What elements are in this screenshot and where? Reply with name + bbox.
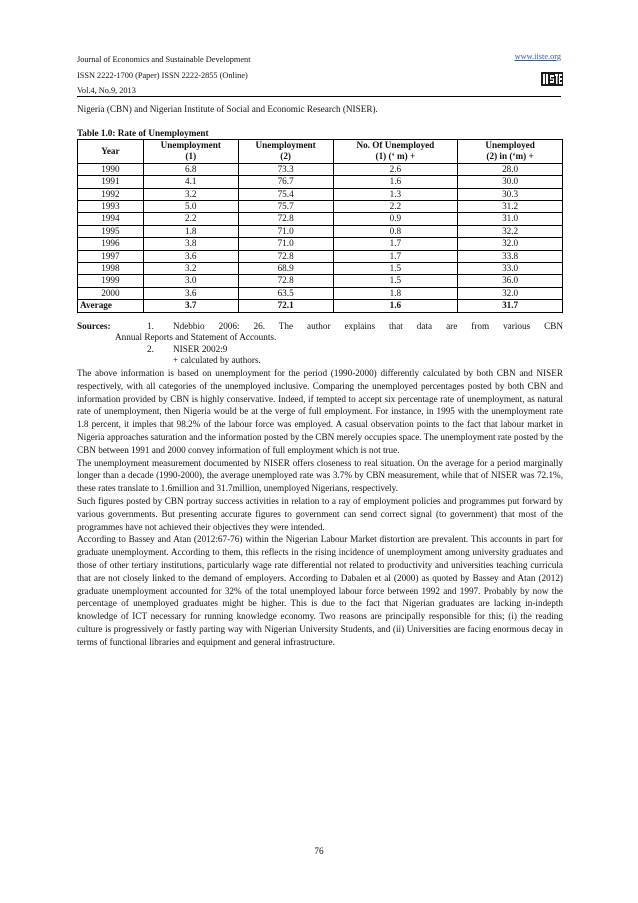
table-title: Table 1.0: Rate of Unemployment: [77, 128, 209, 138]
table-row: 1991 4.1 76.7 1.6 30.0: [78, 176, 563, 188]
column-header: No. Of Unemployed (1) (‘ m) +: [333, 140, 458, 164]
unemployment-table: [77, 139, 563, 313]
iiste-logo: [541, 70, 563, 88]
source-text: Ndebbio 2006: 26. The author explains that data are from various CBN: [173, 321, 563, 331]
paragraph: Such figures posted by CBN portray success activities in relation to a ray of employment policies and programmes put forward by various governments. But presenting accurate figures to government can send correct signal (to government) that most of the programmes have not achieved their objectives they were intended.: [77, 495, 563, 532]
header-divider: [77, 96, 561, 97]
table-row: 1999 3.0 72.8 1.5 36.0: [78, 275, 563, 287]
table-row: 1994 2.2 72.8 0.9 31.0: [78, 213, 563, 225]
table-row: 1998 3.2 68.9 1.5 33.0: [78, 263, 563, 275]
journal-volume: Vol.4, No.9, 2013: [77, 86, 136, 95]
body-text: [77, 367, 563, 649]
table-row: 1990 6.8 73.3 2.6 28.0: [78, 163, 563, 175]
table-row: 1995 1.8 71.0 0.8 32.2: [78, 225, 563, 237]
sources-label: Sources:: [77, 321, 111, 331]
table-average-row: Average 3.7 72.1 1.6 31.7: [78, 300, 563, 312]
intro-line: Nigeria (CBN) and Nigerian Institute of Social and Economic Research (NISER).: [77, 104, 378, 114]
paragraph: According to Bassey and Atan (2012:67-76) within the Nigerian Labour Market distortion are prevalent. This accounts in part for graduate unemployment. According to them, this reflects in the rising incidence of unemployment among university graduates and those of other tertiary institutions, particularly wage rate differential not related to productivity and universities teaching curricula that are not closely linked to the demand of employers. According to Dabalen et al (2000) as quoted by Bassey and Atan (2012) graduate unemployment accounted for 32% of the total unemployed labour force between 1992 and 1997. Probably by now the percentage of unemployed graduates might be higher. This is due to the fact that Nigerian graduates are lacking in-indepth knowledge of ICT necessary for running knowledge economy. Two reasons are principally responsible for this; (i) the reading culture is progressively or fastly parting way with Nigerian University Students, and (ii) Universities are facing enormous decay in terms of functional libraries and equipment and general infrastructure.: [77, 534, 563, 647]
column-header: Unemployed (2) in (‘m) +: [458, 140, 563, 164]
journal-issn: ISSN 2222-1700 (Paper) ISSN 2222-2855 (Online): [77, 70, 248, 80]
source-text: NISER 2002:9: [173, 343, 228, 354]
journal-name: Journal of Economics and Sustainable Development: [77, 55, 251, 64]
journal-header: [77, 52, 251, 99]
table-header-row: [78, 140, 563, 164]
source-line-1: [77, 321, 563, 332]
source-line-1-cont: Annual Reports and Statement of Accounts.: [115, 332, 277, 343]
source-line-2: [77, 344, 563, 355]
sources-note: [77, 321, 563, 366]
table-row: 1992 3.2 75.4 1.3 30.3: [78, 188, 563, 200]
column-header: Year: [78, 140, 144, 164]
table-row: 1997 3.6 72.8 1.7 33.8: [78, 250, 563, 262]
source-number: 2.: [147, 343, 154, 354]
table-row: 2000 3.6 63.5 1.8 32.0: [78, 287, 563, 299]
column-header: Unemployment (2): [238, 140, 333, 164]
paragraph: The unemployment measurement documented by NISER offers closeness to real situation. On the average for a period marginally longer than a decade (1990-2000), the average unemployed rate was 3.7% by CBN measurement, while that of NISER was 72.1%, these rates translate to 1.6million and 31.7million, unemployed Nigerians, respectively.: [77, 457, 563, 494]
source-line-3: + calculated by authors.: [173, 354, 261, 365]
source-number: 1.: [147, 321, 154, 331]
journal-url-link[interactable]: www.iiste.org: [514, 52, 561, 61]
paragraph: The above information is based on unemployment for the period (1990-2000) differently calculated by both CBN and NISER respectively, with all categories of the unemployed inclusive. Comparing the unemployed percentages posted by both CBN and information provided by CBN is highly conservative. Indeed, if tempted to accept six percentage rate of unemployment, as natural rate of unemployment, then Nigeria would be at the verge of full employment. For instance, in 1995 with the unemployment rate 1.8 percent, it imples that 98.2% of the labour force was employed. A casual observation points to the fact that labour market in Nigeria approaches saturation and the information posted by the CBN merely occupies space. The unemployment rate posted by the CBN between 1991 and 2000 convey information of full employment which is not true.: [77, 368, 563, 455]
page-number: 76: [314, 846, 324, 856]
column-header: Unemployment (1): [143, 140, 238, 164]
table-row: 1993 5.0 75.7 2.2 31.2: [78, 201, 563, 213]
table-row: 1996 3.8 71.0 1.7 32.0: [78, 238, 563, 250]
